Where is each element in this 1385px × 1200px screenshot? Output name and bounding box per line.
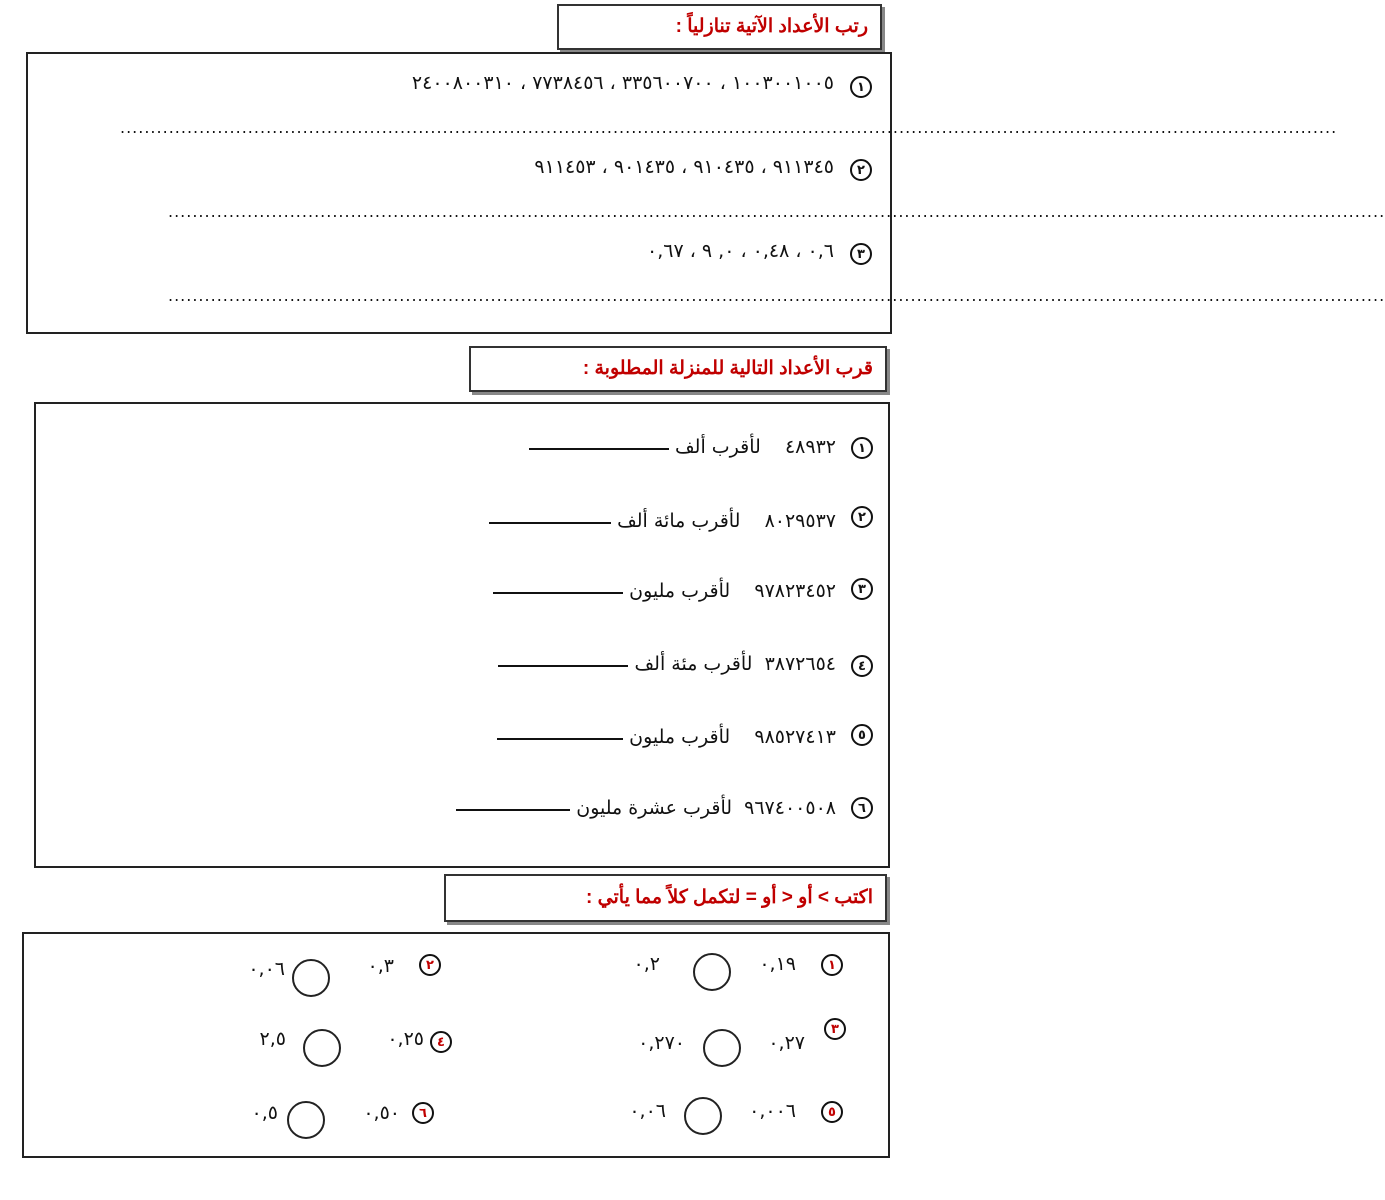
- answer-blank[interactable]: [489, 520, 611, 524]
- compare-answer-circle[interactable]: [684, 1097, 722, 1135]
- compare-left-value: ٠,٥٠: [363, 1102, 400, 1124]
- compare-right-value: ٢,٥: [259, 1028, 286, 1050]
- compare-item-number: ٦: [412, 1102, 434, 1124]
- order-item-text: ٠,٦ ، ٠,٤٨ ، ٠, ٩ ، ٠,٦٧: [647, 240, 834, 262]
- order-item-text: ٩١١٣٤٥ ، ٩١٠٤٣٥ ، ٩٠١٤٣٥ ، ٩١١٤٥٣: [534, 156, 834, 178]
- round-number: ٩٦٧٤٠٠٥٠٨: [744, 797, 836, 819]
- answer-blank[interactable]: [497, 736, 623, 740]
- round-item-line: [448, 797, 836, 819]
- order-item-number: ٣: [850, 243, 872, 265]
- answer-dotted-line: ........................................................................................................................................................................................................: [120, 118, 1338, 137]
- round-label: لأقرب ألف: [674, 436, 761, 458]
- round-number: ٩٧٨٢٣٤٥٢: [754, 580, 836, 602]
- compare-right-value: ٠,٢٧٠: [638, 1032, 685, 1054]
- section-title-compare: اكتب > أو < أو = لتكمل كلاً مما يأتي :: [444, 874, 887, 922]
- round-item-number: ٤: [851, 655, 873, 677]
- answer-dotted-line: ........................................................................................................................................................................................................: [168, 202, 1385, 221]
- round-item-line: [521, 436, 836, 458]
- round-number: ٩٨٥٢٧٤١٣: [754, 726, 836, 748]
- compare-left-value: ٠,٠٠٦: [749, 1100, 796, 1122]
- answer-blank[interactable]: [529, 446, 669, 450]
- round-label: لأقرب مئة ألف: [634, 653, 753, 675]
- compare-left-value: ٠,٣: [367, 955, 394, 977]
- round-number: ٤٨٩٣٢: [784, 436, 836, 458]
- compare-answer-circle[interactable]: [287, 1101, 325, 1139]
- round-label: لأقرب مليون: [629, 580, 731, 602]
- round-item-line: [490, 653, 836, 675]
- order-item-number: ١: [850, 76, 872, 98]
- section-title-round: قرب الأعداد التالية للمنزلة المطلوبة :: [469, 346, 887, 392]
- compare-item-number: ٣: [824, 1018, 846, 1040]
- answer-blank[interactable]: [456, 807, 570, 811]
- compare-left-value: ٠,٢٧: [768, 1032, 805, 1054]
- round-item-number: ٣: [851, 578, 873, 600]
- round-item-line: [485, 580, 836, 602]
- compare-right-value: ٠,٠٦: [629, 1100, 666, 1122]
- compare-left-value: ٠,١٩: [759, 953, 796, 975]
- round-number: ٣٨٧٢٦٥٤: [764, 653, 836, 675]
- round-label: لأقرب مائة ألف: [617, 510, 741, 532]
- answer-dotted-line: ........................................................................................................................................................................................................: [168, 286, 1385, 305]
- compare-answer-circle[interactable]: [303, 1029, 341, 1067]
- round-item-line: [489, 726, 836, 748]
- compare-right-value: ٠,٥: [251, 1102, 278, 1124]
- compare-item-number: ٢: [419, 954, 441, 976]
- answer-blank[interactable]: [493, 590, 623, 594]
- compare-left-value: ٠,٢٥: [387, 1028, 424, 1050]
- compare-item-number: ٥: [821, 1101, 843, 1123]
- round-item-line: [481, 510, 836, 532]
- round-item-number: ٥: [851, 724, 873, 746]
- round-label: لأقرب عشرة مليون: [576, 797, 733, 819]
- compare-answer-circle[interactable]: [703, 1029, 741, 1067]
- compare-answer-circle[interactable]: [693, 953, 731, 991]
- round-item-number: ٦: [851, 797, 873, 819]
- order-item-number: ٢: [850, 159, 872, 181]
- compare-item-number: ٤: [430, 1031, 452, 1053]
- compare-right-value: ٠,٢: [633, 953, 660, 975]
- round-item-number: ٢: [851, 506, 873, 528]
- round-item-number: ١: [851, 437, 873, 459]
- round-label: لأقرب مليون: [629, 726, 731, 748]
- answer-blank[interactable]: [498, 663, 628, 667]
- section-title-order: رتب الأعداد الآتية تنازلياً :: [557, 4, 882, 50]
- compare-right-value: ٠,٠٦: [248, 958, 285, 980]
- round-number: ٨٠٢٩٥٣٧: [764, 510, 836, 532]
- compare-answer-circle[interactable]: [292, 959, 330, 997]
- compare-item-number: ١: [821, 954, 843, 976]
- order-item-text: ١٠٠٣٠٠١٠٠٥ ، ٣٣٥٦٠٠٧٠٠ ، ٧٧٣٨٤٥٦ ، ٢٤٠٠٨٠٠٣١٠: [411, 72, 834, 94]
